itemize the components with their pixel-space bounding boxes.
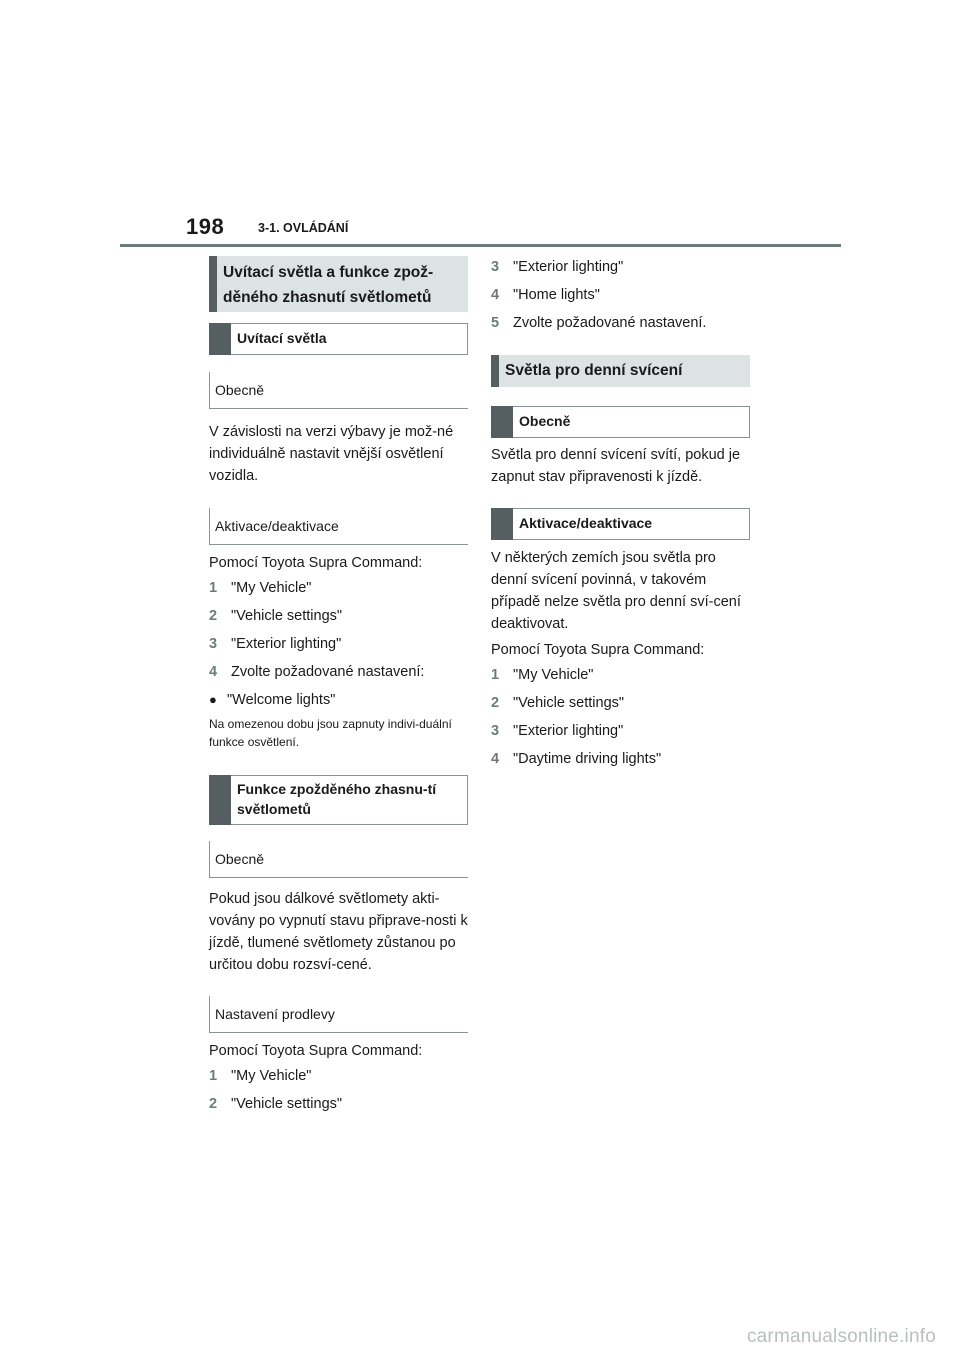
page-number: 198 (186, 214, 225, 239)
daytime-step (491, 720, 750, 742)
daytime-step (491, 664, 750, 686)
step-number: 2 (209, 608, 218, 624)
step-number: 3 (491, 723, 500, 739)
step-number: 5 (491, 315, 500, 331)
step-text: "Daytime driving lights" (513, 751, 662, 767)
daytime-intro: Pomocí Toyota Supra Command: (491, 642, 705, 658)
home-step (491, 284, 750, 306)
daytime-step (491, 748, 750, 770)
delay-intro: Pomocí Toyota Supra Command: (209, 1043, 423, 1059)
welcome-note: Na omezenou dobu jsou zapnuty indivi-duální funkce osvětlení. (209, 717, 452, 749)
step-number: 1 (209, 580, 218, 596)
daytime-activation-text: V některých zemích jsou světla pro denní svícení povinná, v takovém případě nelze světla pro denní sví-cení deaktivovat. (491, 550, 741, 632)
welcome-general-heading: Obecně (209, 372, 468, 409)
left-column (209, 256, 468, 1115)
welcome-lights-heading: Uvítací světla (209, 323, 468, 355)
step-text: "Exterior lighting" (231, 636, 342, 652)
daytime-general-heading: Obecně (491, 406, 750, 438)
step-number: 4 (209, 664, 218, 680)
delay-setting-heading: Nastavení prodlevy (209, 996, 468, 1033)
welcome-step (209, 577, 468, 599)
delay-step (209, 1093, 468, 1115)
section-label: 3-1. OVLÁDÁNÍ (258, 221, 349, 235)
welcome-general-text: V závislosti na verzi výbavy je mož-né individuálně nastavit vnější osvětlení vozidla. (209, 424, 454, 484)
home-step (491, 312, 750, 334)
daytime-lights-heading: Světla pro denní svícení (491, 355, 750, 387)
step-number: 3 (209, 636, 218, 652)
bullet-icon: ● (209, 692, 217, 707)
header-rule (120, 244, 841, 247)
delay-step (209, 1065, 468, 1087)
step-text: "Vehicle settings" (513, 695, 625, 711)
welcome-and-delay-heading: Uvítací světla a funkce zpož-děného zhasnutí světlometů (209, 256, 468, 312)
delay-general-text: Pokud jsou dálkové světlomety akti-vovány po vypnutí stavu připrave-nosti k jízdě, tlumené světlomety zůstanou po určitou dobu rozsví-cené. (209, 891, 468, 973)
step-text: "Exterior lighting" (513, 259, 624, 275)
step-number: 4 (491, 751, 500, 767)
welcome-option-text: "Welcome lights" (227, 692, 336, 708)
welcome-step (209, 605, 468, 627)
daytime-general-text: Světla pro denní svícení svítí, pokud je zapnut stav připravenosti k jízdě. (491, 447, 741, 485)
step-number: 1 (491, 667, 500, 683)
step-text: "My Vehicle" (513, 667, 594, 683)
step-number: 2 (209, 1096, 218, 1112)
step-text: "Vehicle settings" (231, 1096, 343, 1112)
step-text: "Exterior lighting" (513, 723, 624, 739)
delay-heading: Funkce zpožděného zhasnu-tí světlometů (209, 775, 468, 825)
welcome-activation-heading: Aktivace/deaktivace (209, 508, 468, 545)
daytime-activation-heading: Aktivace/deaktivace (491, 508, 750, 540)
step-text: Zvolte požadované nastavení: (231, 664, 425, 680)
step-text: "My Vehicle" (231, 1068, 312, 1084)
watermark: carmanualsonline.info (746, 1326, 936, 1347)
step-text: "Vehicle settings" (231, 608, 343, 624)
step-number: 3 (491, 259, 500, 275)
daytime-step (491, 692, 750, 714)
welcome-option (209, 689, 468, 711)
right-column (491, 256, 750, 770)
step-number: 4 (491, 287, 500, 303)
welcome-step (209, 633, 468, 655)
step-number: 2 (491, 695, 500, 711)
home-step (491, 256, 750, 278)
step-text: "My Vehicle" (231, 580, 312, 596)
step-text: "Home lights" (513, 287, 600, 303)
welcome-step (209, 661, 468, 683)
step-number: 1 (209, 1068, 218, 1084)
delay-general-heading: Obecně (209, 841, 468, 878)
welcome-intro: Pomocí Toyota Supra Command: (209, 555, 423, 571)
step-text: Zvolte požadované nastavení. (513, 315, 707, 331)
